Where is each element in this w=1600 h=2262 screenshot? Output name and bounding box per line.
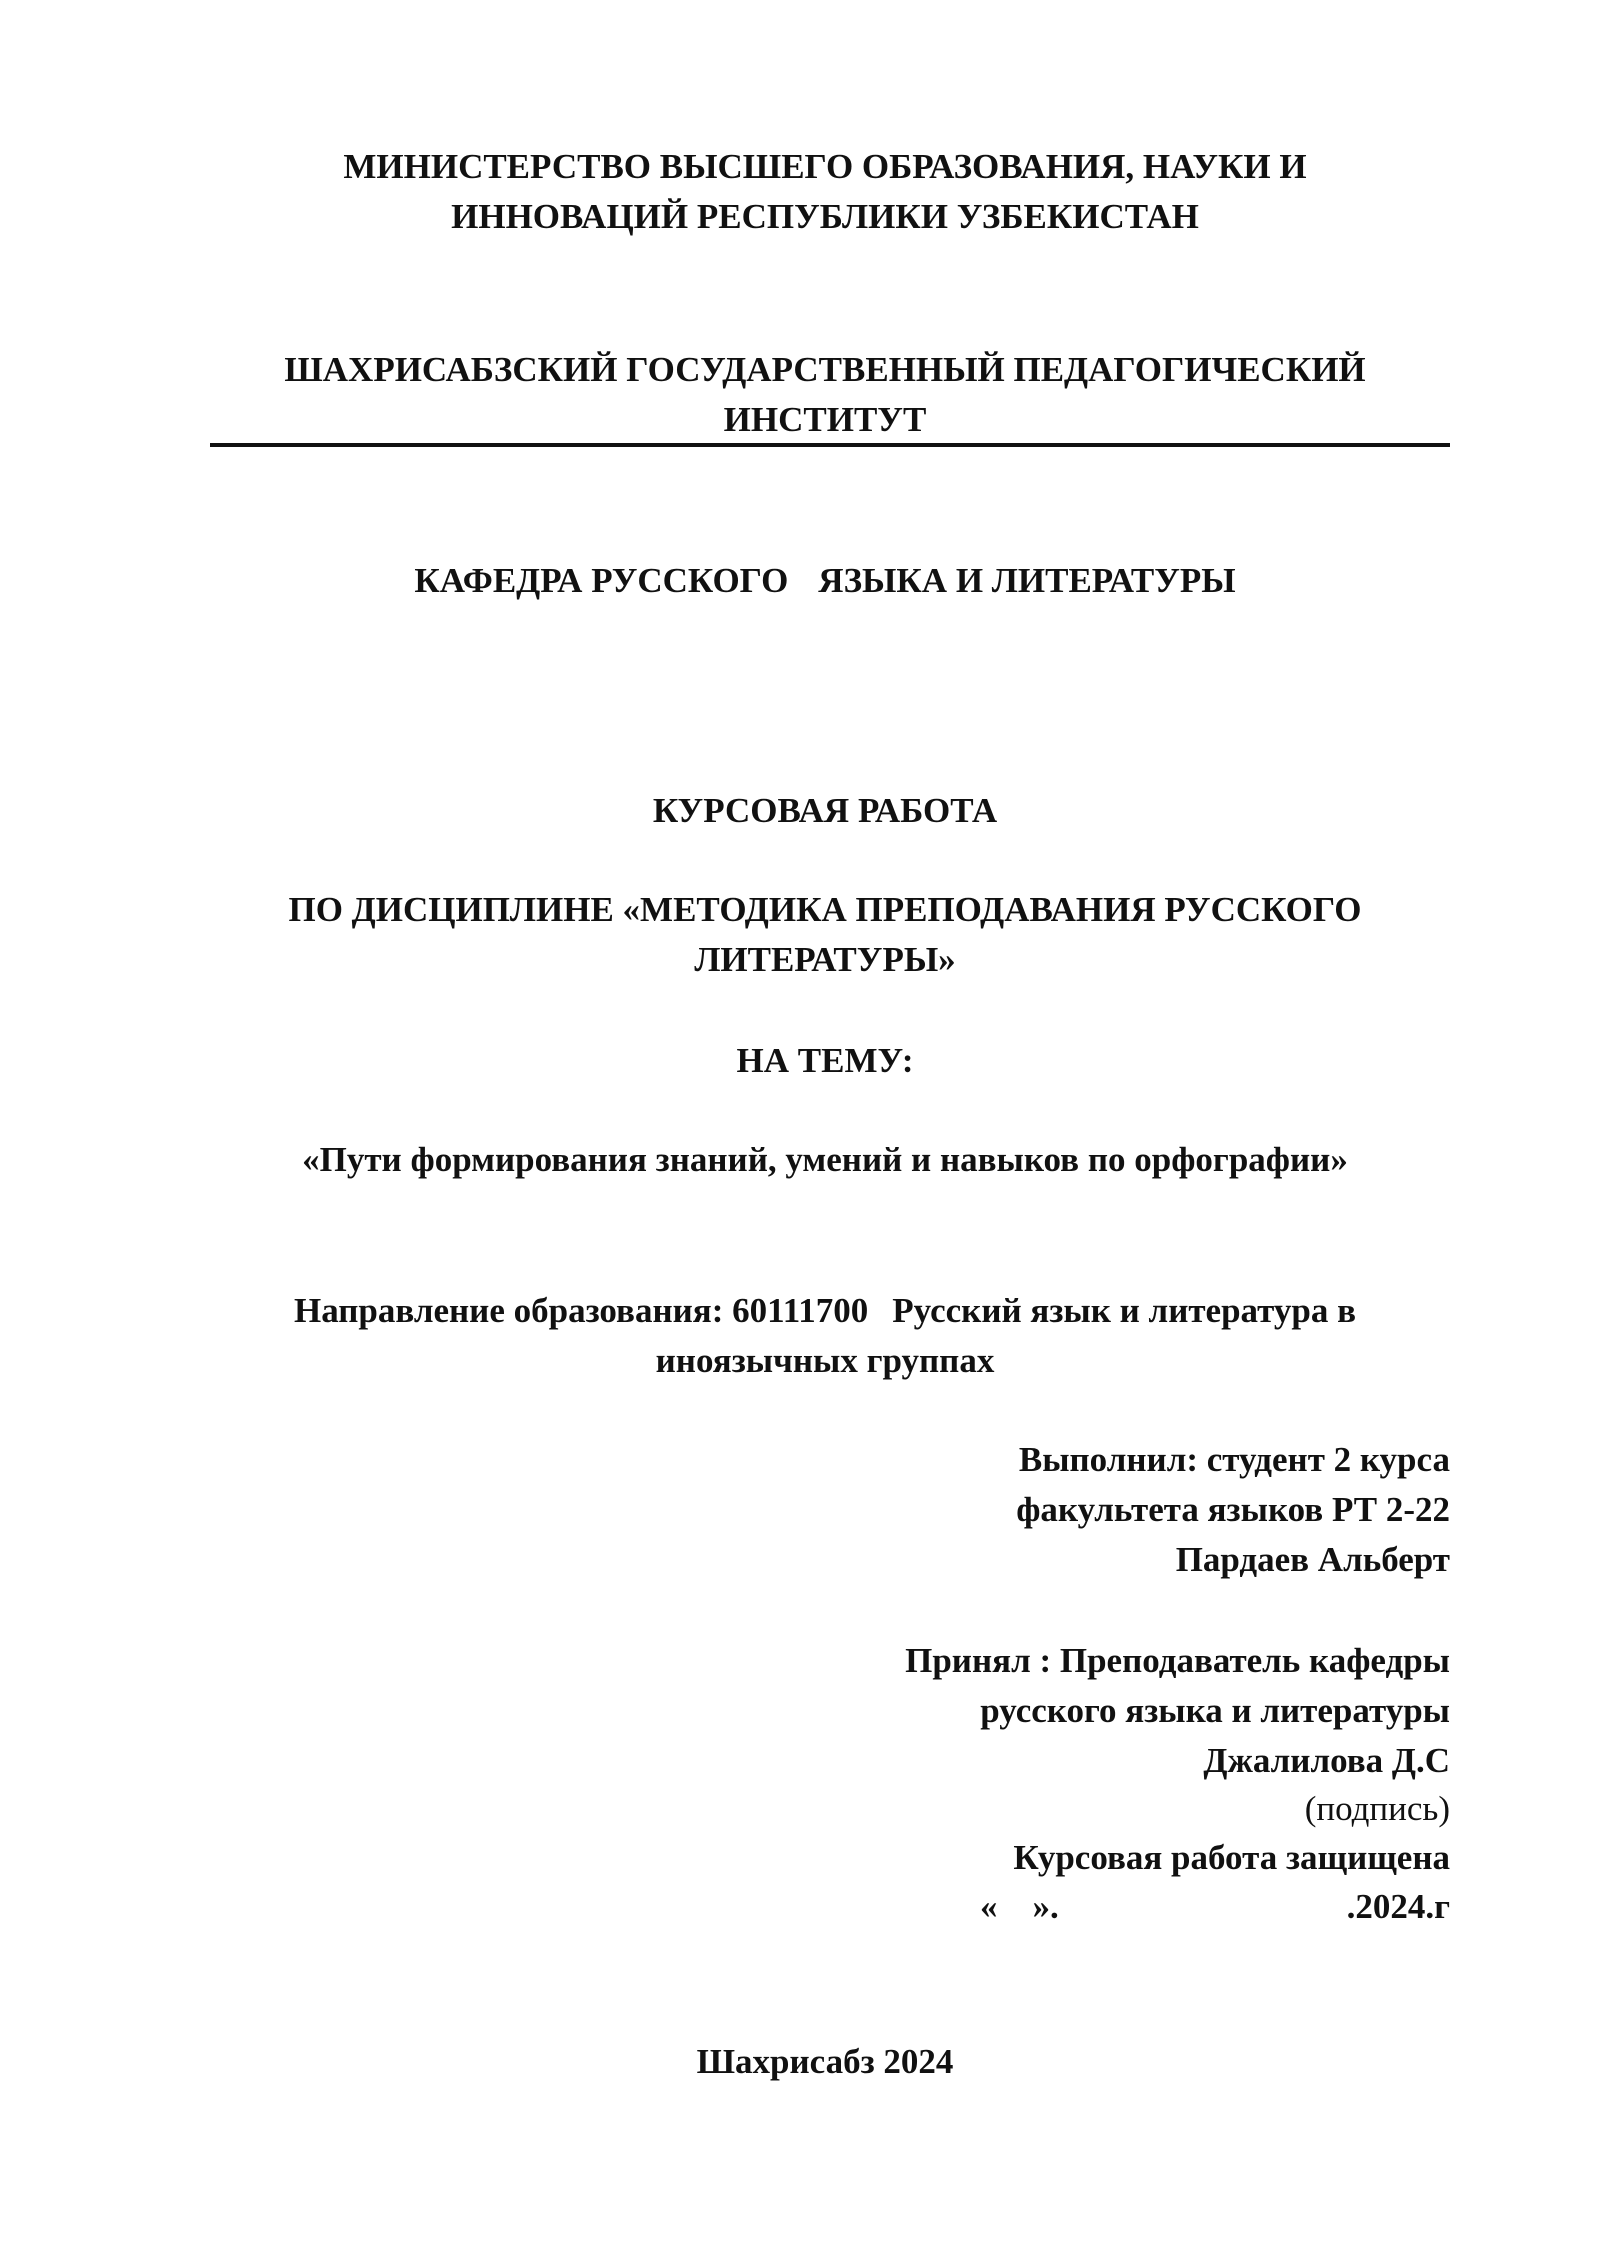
topic-title: «Пути формирования знаний, умений и навыков по орфографии» [302, 1140, 1348, 1179]
department-title [0, 556, 1600, 606]
institute-line-2: ИНСТИТУТ [723, 400, 927, 439]
department-part-2: ЯЗЫКА И ЛИТЕРАТУРЫ [818, 561, 1236, 600]
institute-line-1: ШАХРИСАБЗСКИЙ ГОСУДАРСТВЕННЫЙ ПЕДАГОГИЧЕСКИЙ [284, 350, 1366, 389]
direction-line-2: иноязычных группах [655, 1341, 995, 1380]
performed-faculty: факультета языков РТ 2-22 [1016, 1490, 1450, 1529]
signature-label: (подпись) [1304, 1789, 1450, 1828]
accepted-department: русского языка и литературы [980, 1691, 1450, 1730]
direction-code: Направление образования: 60111700 [293, 1291, 869, 1330]
date-day-month: « ». [980, 1887, 1059, 1926]
ministry-line-1: МИНИСТЕРСТВО ВЫСШЕГО ОБРАЗОВАНИЯ, НАУКИ И [343, 147, 1307, 186]
topic-label: НА ТЕМУ: [736, 1041, 914, 1080]
department-part-1: КАФЕДРА РУССКОГО [414, 561, 789, 600]
performed-by: Выполнил: студент 2 курса [1018, 1440, 1450, 1479]
accepted-by: Принял : Преподаватель кафедры [905, 1641, 1450, 1680]
discipline-line-2: ЛИТЕРАТУРЫ» [694, 940, 956, 979]
teacher-name: Джалилова Д.С [1203, 1741, 1450, 1780]
work-type: КУРСОВАЯ РАБОТА [652, 791, 998, 830]
date-year: .2024.г [1346, 1887, 1450, 1926]
direction-line-1 [0, 1286, 1600, 1336]
defended-label: Курсовая работа защищена [1013, 1838, 1450, 1877]
ministry-line-2: ИННОВАЦИЙ РЕСПУБЛИКИ УЗБЕКИСТАН [451, 197, 1199, 236]
city-year: Шахрисабз 2024 [696, 2042, 954, 2081]
header-divider [210, 443, 1450, 447]
student-name: Пардаев Альберт [1175, 1540, 1450, 1579]
direction-name: Русский язык и литература в [892, 1291, 1356, 1330]
discipline-line-1: ПО ДИСЦИПЛИНЕ «МЕТОДИКА ПРЕПОДАВАНИЯ РУССКОГО [288, 890, 1362, 929]
